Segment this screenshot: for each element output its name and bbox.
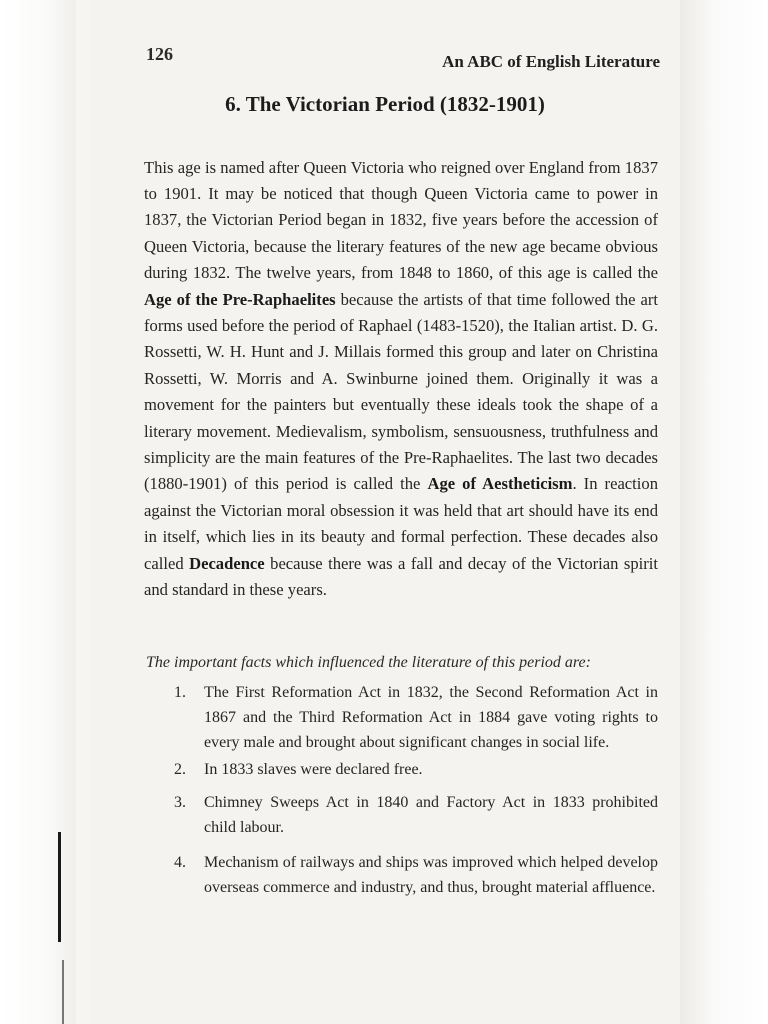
list-number: 2. bbox=[174, 761, 186, 778]
list-text: Chimney Sweeps Act in 1840 and Factory Act in 1833 prohibited child labour. bbox=[204, 794, 658, 836]
body-text: This age is named after Queen Victoria who reigned over England from 1837 to 1901. It may be noticed that though Queen Victoria came to power in 1837, the Victorian Period began in 1832, five years before the accession of Queen Victoria, because the literary features of the new age became obvious during 1832. The twelve years, from 1848 to 1860, of this age is called the bbox=[144, 157, 658, 283]
scan-margin-left bbox=[0, 0, 76, 1024]
chapter-title: 6. The Victorian Period (1832-1901) bbox=[225, 92, 545, 116]
list-number: 1. bbox=[174, 684, 186, 701]
body-paragraph bbox=[144, 155, 658, 604]
list-number: 3. bbox=[174, 794, 186, 811]
facts-list bbox=[146, 680, 658, 900]
list-text: In 1833 slaves were declared free. bbox=[204, 761, 423, 778]
list-text: The First Reformation Act in 1832, the Second Reformation Act in 1867 and the Third Reformation Act in 1884 gave voting rights to every male and brought about significant changes in social life. bbox=[204, 684, 658, 751]
binding-shadow-mark bbox=[58, 832, 61, 942]
term-decadence: Decadence bbox=[189, 553, 265, 573]
term-pre-raphaelites: Age of the Pre-Raphaelites bbox=[144, 289, 336, 309]
facts-intro: The important facts which influenced the literature of this period are: bbox=[146, 654, 591, 671]
scan-margin-right bbox=[678, 0, 768, 1024]
list-item bbox=[146, 757, 658, 782]
running-head: An ABC of English Literature bbox=[442, 52, 660, 71]
body-text: because there was a fall and decay of the Victorian spirit and standard in these years. bbox=[144, 553, 659, 600]
term-aestheticism: Age of Aestheticism bbox=[427, 474, 573, 494]
list-item bbox=[146, 680, 658, 755]
body-text: . In reaction against the Victorian moral obsession it was held that art should have its end in itself, which lies in its beauty and formal perfection. These decades also called bbox=[144, 474, 658, 573]
body-text: because the artists of that time followed the art forms used before the period of Raphael (1483-1520), the Italian artist. D. G. Rossetti, W. H. Hunt and J. Millais formed this group and later on Christina Rossetti, W. Morris and A. Swinburne joined them. Originally it was a movement for the painters but eventually these ideals took the shape of a literary movement. Medievalism, symbolism, sensuousness, truthfulness and simplicity are the main features of the Pre-Raphaelites. The last two decades (1880-1901) of this period is called the bbox=[144, 289, 658, 494]
list-number: 4. bbox=[174, 854, 186, 871]
list-item bbox=[146, 850, 658, 900]
book-page bbox=[90, 0, 680, 1024]
list-item bbox=[146, 790, 658, 840]
binding-shadow-mark-lower bbox=[62, 960, 64, 1024]
list-text: Mechanism of railways and ships was improved which helped develop overseas commerce and industry, and thus, brought material affluence. bbox=[204, 854, 658, 896]
page-number: 126 bbox=[146, 44, 173, 64]
